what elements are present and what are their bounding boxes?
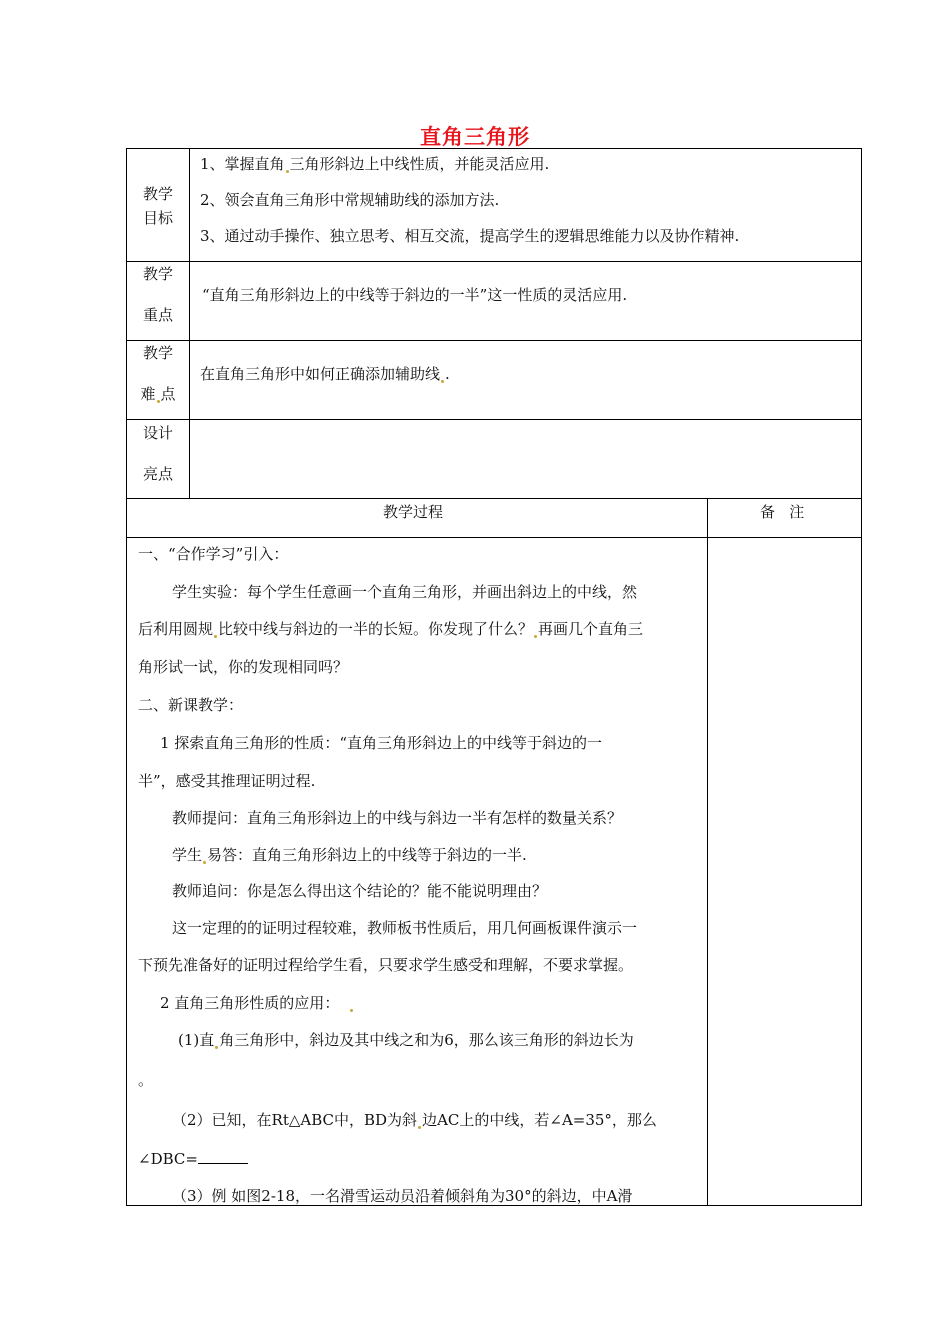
process-line: 一、“合作学习”引入： — [138, 545, 289, 563]
process-header: 教学过程 — [383, 503, 444, 521]
highlight-dot — [157, 400, 160, 403]
process-line: 这一定理的的证明过程较难，教师板书性质后，用几何画板课件演示一 — [172, 919, 638, 937]
goals-label-line2: 目标 — [142, 209, 173, 227]
process-line: 半”，感受其推理证明过程. — [138, 772, 316, 790]
process-line: 1 探索直角三角形的性质：“直角三角形斜边上的中线等于斜边的一 — [160, 734, 602, 752]
highlight-dot — [418, 1126, 421, 1129]
highlights-label-line2: 亮点 — [142, 465, 173, 483]
process-line: （2）已知，在Rt△ABC中，BD为斜 边AC上的中线，若∠A=35°，那么 — [172, 1111, 657, 1129]
difficulties-text: 在直角三角形中如何正确添加辅助线 . — [200, 365, 450, 383]
notes-column-divider — [707, 498, 708, 1206]
row-divider — [127, 340, 861, 341]
row-divider — [127, 498, 861, 499]
highlight-dot — [534, 635, 537, 638]
process-line: 二、新课教学： — [138, 696, 244, 714]
lesson-plan-table — [126, 148, 862, 1206]
notes-header: 备 注 — [760, 503, 805, 521]
goal-item: 3、通过动手操作、独立思考、相互交流，提高学生的逻辑思维能力以及协作精神. — [200, 227, 740, 245]
highlight-dot — [350, 1009, 353, 1012]
key-points-label-line1: 教学 — [142, 265, 173, 283]
process-line: 。 — [138, 1071, 154, 1089]
process-line: ∠DBC= — [138, 1149, 248, 1168]
key-points-text: “直角三角形斜边上的中线等于斜边的一半”这一性质的灵活应用. — [202, 286, 628, 304]
label-column-divider — [189, 149, 190, 498]
answer-blank — [198, 1149, 248, 1164]
goal-item: 2、领会直角三角形中常规辅助线的添加方法. — [200, 191, 500, 209]
process-line: （3）例 如图2-18，一名滑雪运动员沿着倾斜角为30°的斜边，中A滑 — [172, 1187, 633, 1205]
highlight-dot — [286, 170, 289, 173]
process-line: 后利用圆规 比较中线与斜边的一半的长短。你发现了什么？ 再画几个直角三 — [138, 620, 644, 638]
goals-label-line1: 教学 — [142, 185, 173, 203]
highlights-label-line1: 设计 — [142, 424, 173, 442]
process-line: 下预先准备好的证明过程给学生看，只要求学生感受和理解，不要求掌握。 — [138, 956, 634, 974]
row-divider — [127, 419, 861, 420]
highlight-dot — [203, 861, 206, 864]
highlight-dot — [214, 635, 217, 638]
process-line: 教师提问：直角三角形斜边上的中线与斜边一半有怎样的数量关系？ — [172, 809, 623, 827]
goal-item: 1、掌握直角 三角形斜边上中线性质，并能灵活应用. — [200, 155, 550, 173]
key-points-label-line2: 重点 — [142, 306, 173, 324]
document-title: 直角三角形 — [420, 125, 530, 149]
highlight-dot — [441, 380, 444, 383]
highlight-dot — [215, 1046, 218, 1049]
difficulties-label-line1: 教学 — [142, 344, 173, 362]
process-line: 教师追问：你是怎么得出这个结论的？能不能说明理由？ — [172, 882, 548, 900]
process-line: 学生实验：每个学生任意画一个直角三角形，并画出斜边上的中线，然 — [172, 583, 638, 601]
process-line: 角形试一试，你的发现相同吗？ — [138, 658, 349, 676]
process-line: (1)直 角三角形中，斜边及其中线之和为6，那么该三角形的斜边长为 — [178, 1031, 634, 1049]
row-divider — [127, 537, 861, 538]
process-line: 2 直角三角形性质的应用： — [160, 994, 354, 1012]
process-line: 学生 易答：直角三角形斜边上的中线等于斜边的一半. — [172, 846, 527, 864]
row-divider — [127, 261, 861, 262]
difficulties-label-line2: 难 点 — [140, 385, 176, 403]
